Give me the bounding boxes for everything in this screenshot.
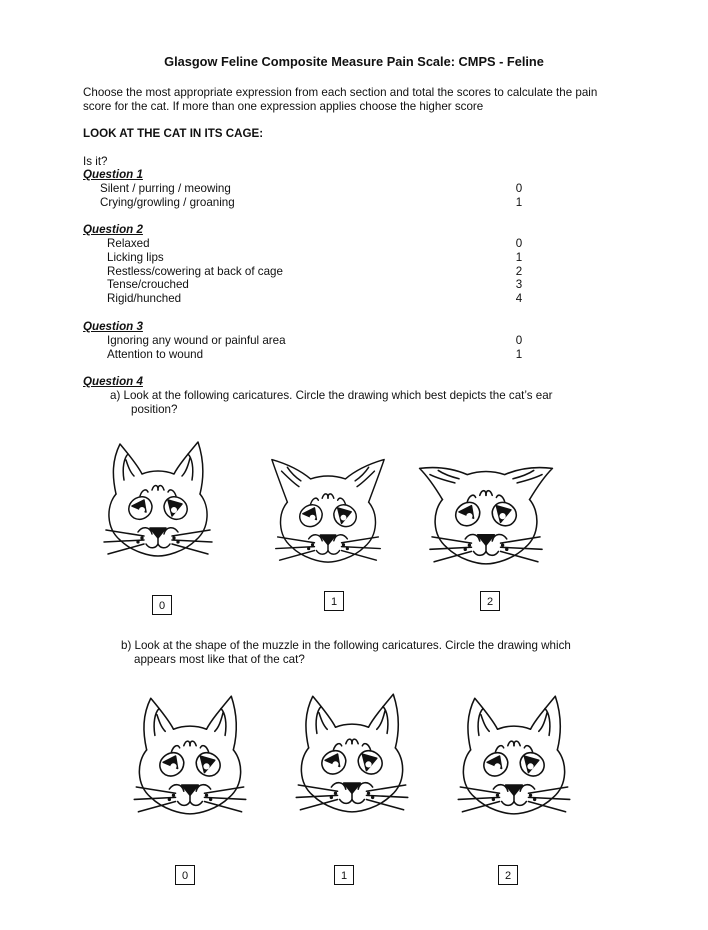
option-score: 2: [515, 264, 523, 278]
question-4a-text-cont: position?: [131, 403, 178, 416]
question-1-label: Question 1: [83, 168, 143, 181]
option-score: 1: [515, 250, 523, 264]
option-score: 0: [515, 334, 523, 347]
option-text: Licking lips: [107, 250, 164, 264]
option-text: Crying/growling / groaning: [100, 195, 235, 209]
question-4b-text: b) Look at the shape of the muzzle in the following caricatures. Circle the drawing which: [121, 639, 571, 652]
question-3-options: [107, 334, 286, 362]
question-2-scores: [512, 237, 526, 306]
cat-ears-partly-flattened-icon[interactable]: [258, 446, 398, 566]
section-heading: LOOK AT THE CAT IN ITS CAGE:: [83, 127, 264, 140]
muzzle-score-box[interactable]: 1: [334, 865, 354, 885]
option-text: Attention to wound: [107, 347, 204, 361]
option-text: Restless/cowering at back of cage: [107, 264, 283, 278]
cat-muzzle-relaxed-icon[interactable]: [128, 690, 252, 818]
question-2-label: Question 2: [83, 223, 143, 236]
page-title: Glasgow Feline Composite Measure Pain Scale: CMPS - Feline: [164, 54, 544, 69]
muzzle-score-box[interactable]: 2: [498, 865, 518, 885]
instructions-line-2: score for the cat. If more than one expression applies choose the higher score: [83, 100, 484, 113]
ear-score-box[interactable]: 2: [480, 591, 500, 611]
ear-score-box[interactable]: 1: [324, 591, 344, 611]
option-score: 0: [515, 237, 523, 250]
option-text: Ignoring any wound or painful area: [107, 334, 286, 347]
cat-muzzle-tense-icon[interactable]: [452, 690, 576, 818]
question-3-scores: [512, 334, 526, 362]
question-4a-text: a) Look at the following caricatures. Circle the drawing which best depicts the cat’s ear: [110, 389, 553, 402]
option-score: 3: [515, 278, 523, 292]
option-score: 1: [515, 347, 523, 361]
option-text: Tense/crouched: [107, 278, 189, 292]
question-1-options: [100, 182, 235, 210]
cat-muzzle-mild-tension-icon[interactable]: [290, 688, 414, 816]
option-score: 1: [515, 195, 523, 209]
option-text: Rigid/hunched: [107, 292, 182, 306]
question-2-options: [107, 237, 283, 306]
option-text: Relaxed: [107, 237, 150, 250]
instructions: [83, 86, 643, 114]
option-score: 0: [515, 182, 523, 195]
question-4b-text-cont: appears most like that of the cat?: [134, 653, 305, 666]
option-score: 4: [515, 292, 523, 306]
option-text: Silent / purring / meowing: [100, 182, 231, 195]
is-it-label: Is it?: [83, 155, 108, 168]
question-3-label: Question 3: [83, 320, 143, 333]
muzzle-score-box[interactable]: 0: [175, 865, 195, 885]
cat-ears-upright-icon[interactable]: [96, 436, 220, 560]
cat-ears-flattened-icon[interactable]: [416, 458, 556, 568]
ear-score-box[interactable]: 0: [152, 595, 172, 615]
instructions-line-1: Choose the most appropriate expression from each section and total the scores to calculate the pain: [83, 86, 598, 99]
question-1-scores: [512, 182, 526, 210]
question-4-label: Question 4: [83, 375, 143, 388]
